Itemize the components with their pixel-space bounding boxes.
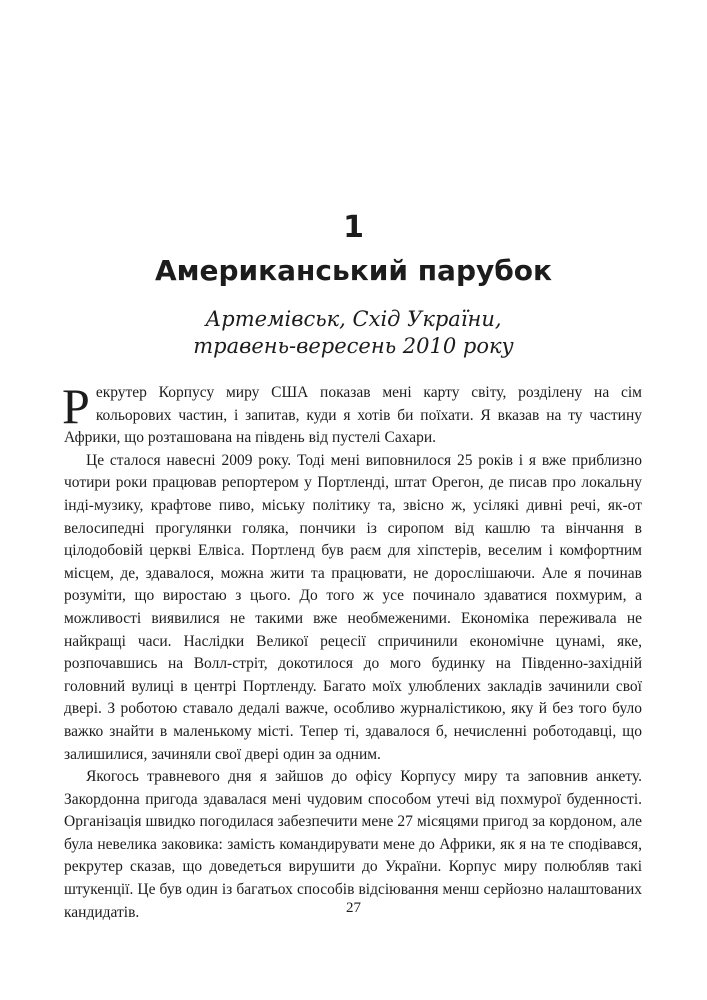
body-text (62, 378, 642, 924)
subtitle-line-location: Артемівськ, Схід України, (205, 307, 502, 331)
page-number: 27 (346, 900, 361, 916)
drop-cap: Р (62, 378, 90, 434)
chapter-title: Американський парубок (154, 254, 553, 287)
paragraph-2: Це сталося навесні 2009 року. Тоді мені виповнилося 25 років і я вже приблизно чотири роки працював репортером у Портленді, штат Орегон, де писав про локальну інді-музику, крафтове пиво, міську політику та, звісно ж, усілякі дивні речі, як-от велосипедні прогулянки голяка, пончики із сиропом від кашлю та вінчання в цілодобовій церкві Елвіса. Портленд був раєм для хіпстерів, веселим і комфортним місцем, де, здавалося, можна жити та працювати, не дорослішаючи. Але я починав розуміти, що виростаю з цього. До того ж усе починало здаватися похмурим, а можливості виявилися не такими вже необмеженими. Економіка переживала не найкращі часи. Наслідки Великої рецесії спричинили економічне цунамі, яке, розпочавшись на Волл-стріт, докотилося до мого будинку на Південно-західній головний вулиці в центрі Портленду. Багато моїх улюблених закладів зачинили свої двері. З роботою ставало дедалі важче, особливо журналістикою, яку й без того було важко знайти в маленькому місті. Тепер ті, здавалося б, нечисленні роботодавці, що залишилися, зачиняли свої двері один за одним. (64, 451, 642, 763)
chapter-subtitle (0, 306, 707, 360)
paragraph-1 (62, 378, 642, 450)
paragraph-1-text: екрутер Корпусу миру США показав мені карту світу, розділену на сім кольорових частин, і запитав, куди я хотів би поїхати. Я вказав на ту частину Африки, що розташована на південь від пустелі Сахари. (64, 384, 642, 447)
paragraph-3: Якогось травневого дня я зайшов до офісу Корпусу миру та заповнив анкету. Закордонна пригода здавалася мені чудовим способом утечі від похмурої буденності. Організація швидко погодилася забезпечити мене 27 місяцями пригод за кордоном, але була невелика заковика: замість командирувати мене до Африки, як я на те сподівався, рекрутер сказав, що доведеться вирушити до України. Корпус миру полюбляв такі штукенції. Це був один із багатьох способів відсіювання менш серйозно налаштованих кандидатів. (64, 768, 642, 921)
chapter-number: 1 (343, 210, 364, 245)
subtitle-line-dates: травень-вересень 2010 року (193, 334, 514, 358)
